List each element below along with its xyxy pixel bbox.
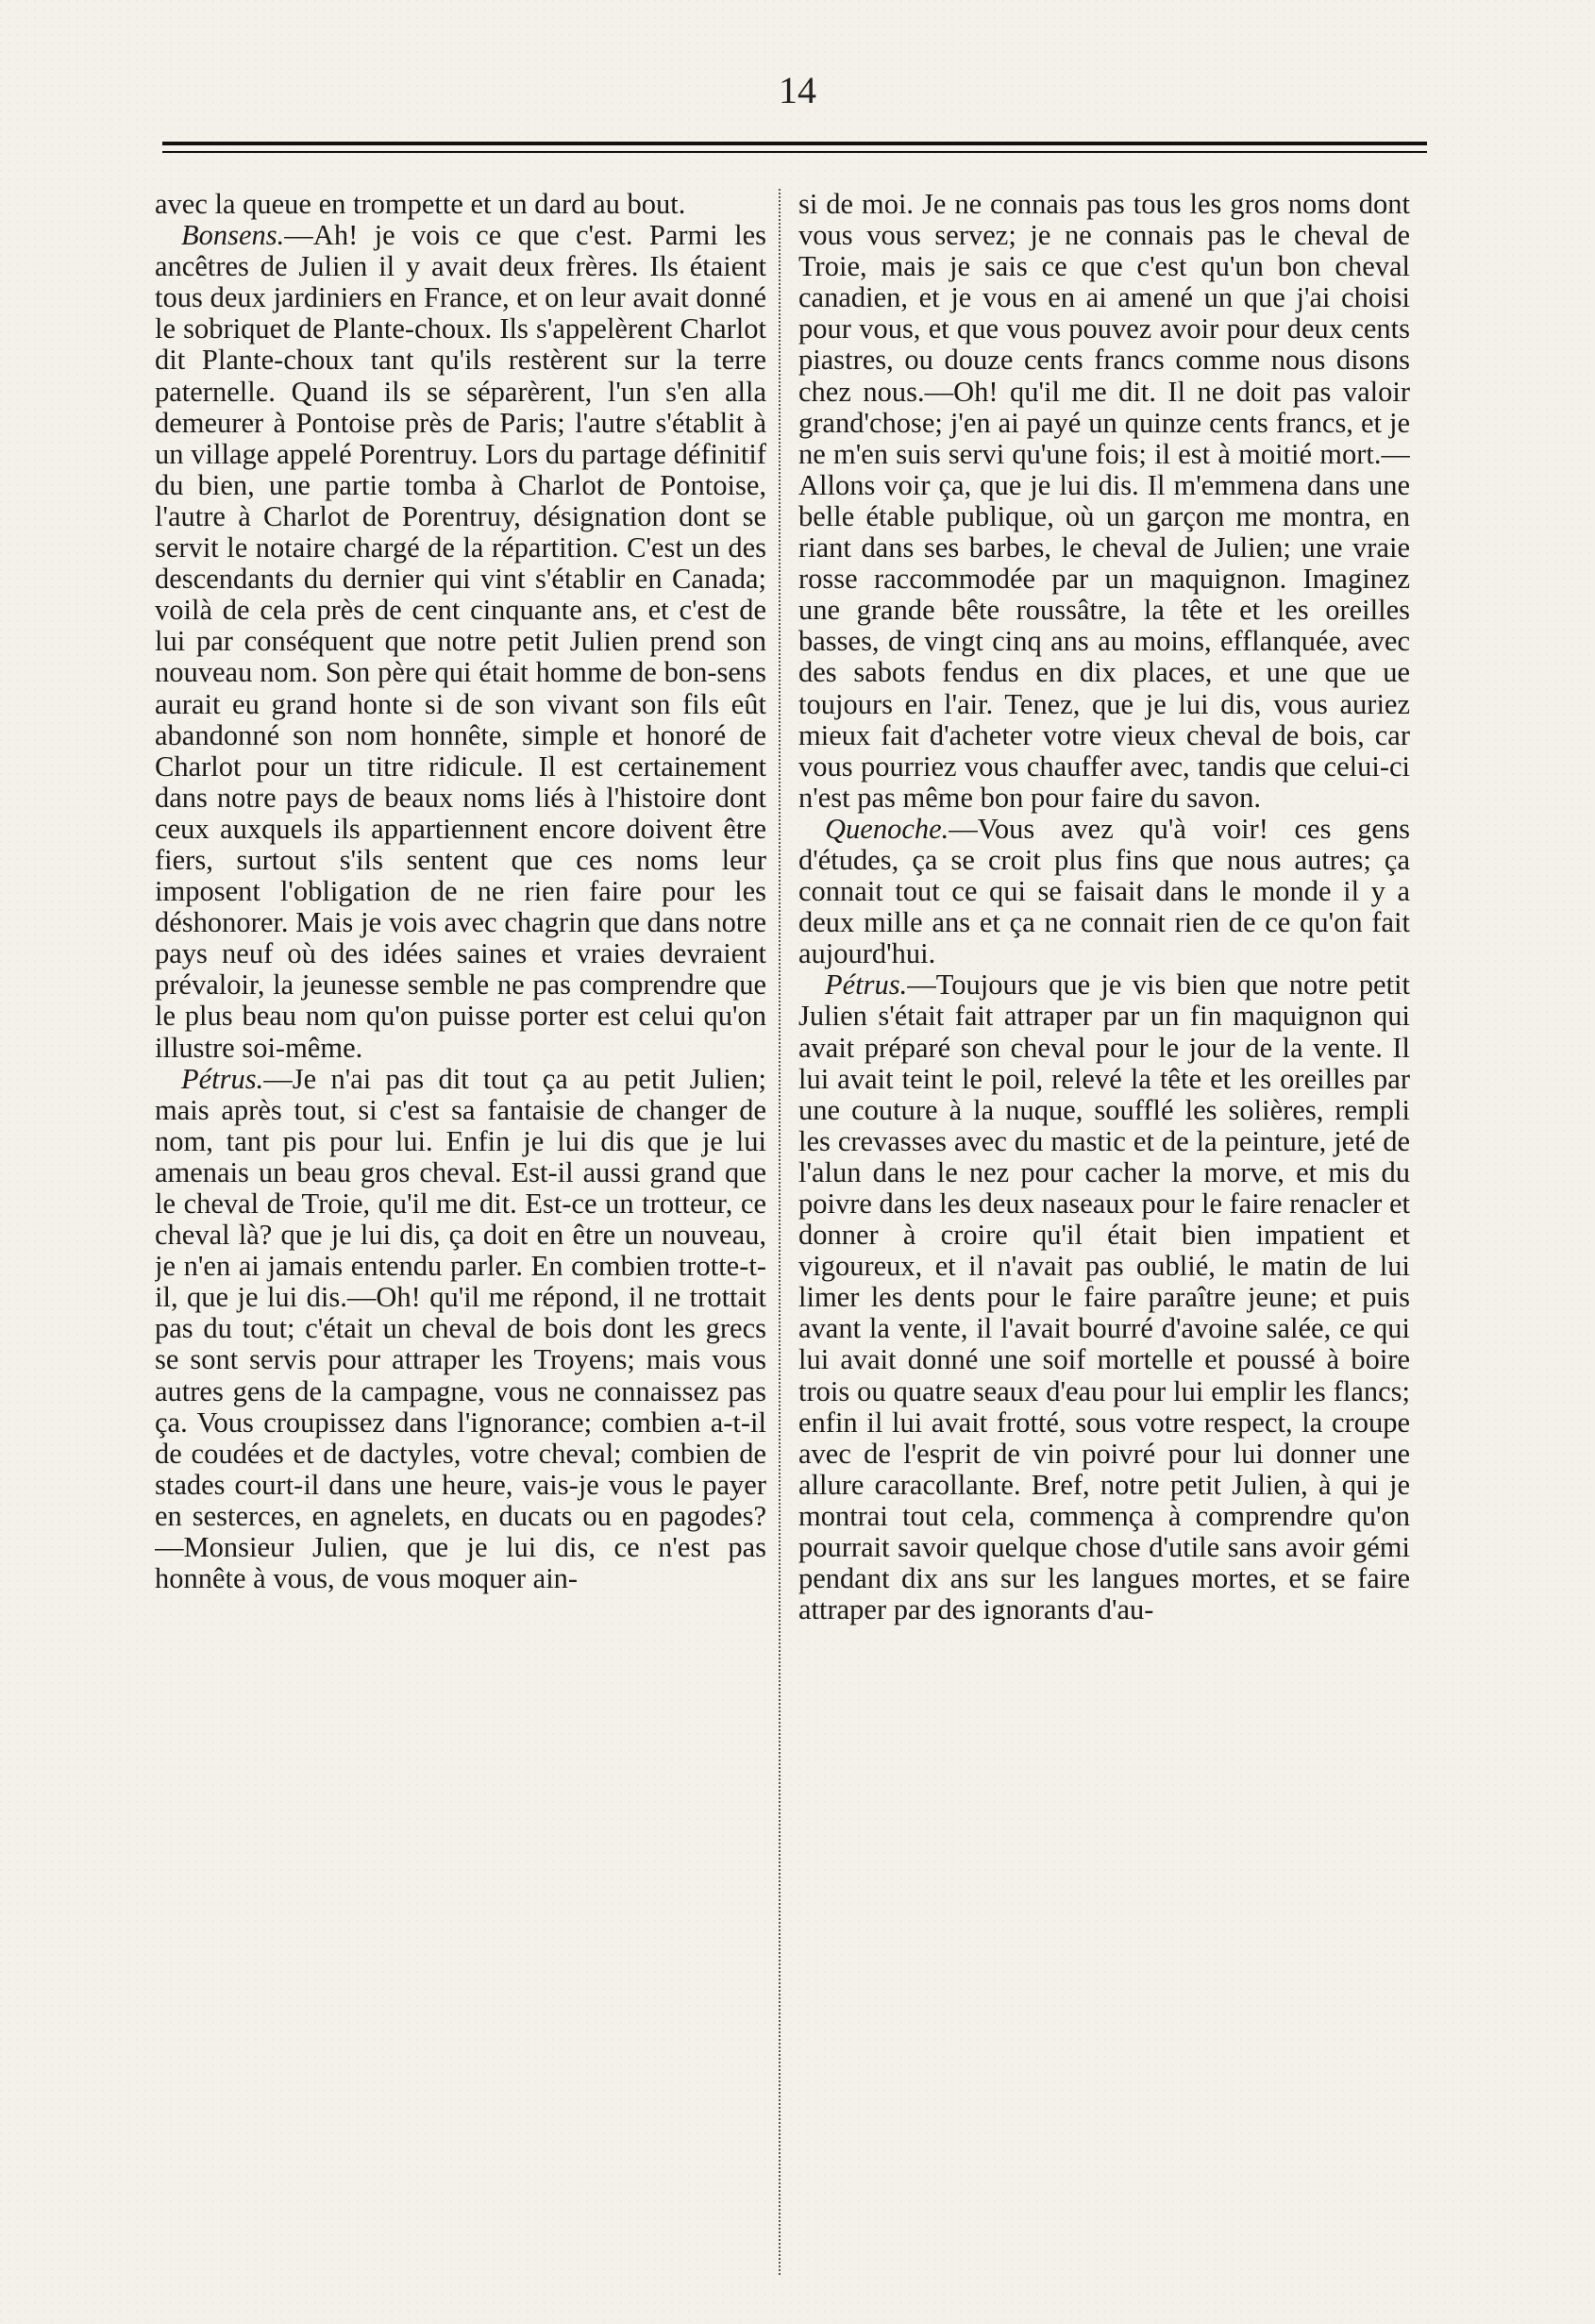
speaker-name: Pétrus. [825,968,908,1002]
speaker-name: Quenoche. [825,812,949,845]
paragraph-text: —Ah! je vois ce que c'est. Parmi les ancêtres de Julien il y avait deux frères. Ils étaient tous deux jardiniers en France, et on leur avait donné le sobriquet de Plante-choux. Ils s'appelèrent Charlot dit Plante-choux tant qu'ils restèrent sur la terre paternelle. Quand ils se séparèrent, l'un s'en alla demeurer à Pontoise près de Paris; l'autre s'établit à un village appelé Porentruy. Lors du partage définitif du bien, une partie tomba à Charlot de Pontoise, l'autre à Charlot de Porentruy, désignation dont se servit le notaire chargé de la répartition. C'est un des descendants du dernier qui vint s'établir en Canada; voilà de cela près de cent cinquante ans, et c'est de lui par conséquent que notre petit Julien prend son nouveau nom. Son père qui était homme de bon-sens aurait eu grand honte si de son vivant son fils eût abandonné son nom honnête, simple et honoré de Charlot pour un titre ridicule. Il est certainement dans notre pays de beaux noms liés à l'histoire dont ceux auxquels ils appartiennent encore doivent être fiers, surtout s'ils sentent que ces noms leur imposent l'obligation de ne rien faire pour les déshonorer. Mais je vois avec chagrin que dans notre pays neuf où des idées saines et vraies devraient prévaloir, la jeunesse semble ne pas comprendre que le plus beau nom qu'on puisse porter est celui qu'on illustre soi-même. [155,219,766,1064]
page-number: 14 [779,69,816,111]
header-rule [162,142,1427,145]
paragraph-text: —Je n'ai pas dit tout ça au petit Julien; mais après tout, si c'est sa fantaisie de changer de nom, tant pis pour lui. Enfin je lui dis que je lui amenais un beau gros cheval. Est-il aussi grand que le cheval de Troie, qu'il me dit. Est-ce un trotteur, ce cheval là? que je lui dis, ça doit en être un nouveau, je n'en ai jamais entendu parler. En combien trotte-t-il, que je lui dis.—Oh! qu'il me répond, il ne trottait pas du tout; c'était un cheval de bois dont les grecs se sont servis pour attraper les Troyens; mais vous autres gens de la campagne, vous ne connaissez pas ça. Vous croupissez dans l'ignorance; combien a-t-il de coudées et de dactyles, votre cheval; combien de stades court-il dans une heure, vais-je vous le payer en sesterces, en agnelets, en ducats ou en pagodes?—Monsieur Julien, que je lui dis, ce n'est pas honnête à vous, de vous moquer ain- [155,1062,766,1595]
paragraph: avec la queue en trompette et un dard au bout. [155,189,686,220]
paragraph [798,814,1410,969]
speaker-name: Bonsens. [181,219,285,252]
paragraph-text: —Vous avez qu'à voir! ces gens d'études, ça se croit plus fins que nous autres; ça connait tout ce qui se faisait dans le monde il y a deux mille ans et ça ne connait rien de ce qu'on fait aujourd'hui. [798,812,1410,970]
header-rule-thin [162,151,1427,153]
speaker-name: Pétrus. [181,1062,264,1095]
paragraph [155,220,766,1064]
paragraph [155,1064,766,1595]
paragraph-text: —Toujours que je vis bien que notre petit Julien s'était fait attraper par un fin maquignon qui avait préparé son cheval pour le jour de la vente. Il lui avait teint le poil, relevé la tête et les oreilles par une couture à la nuque, soufflé les solières, rempli les crevasses avec du mastic et de la peinture, jeté de l'alun dans le nez pour cacher la morve, et mis du poivre dans les deux naseaux pour le faire renacler et donner à croire qu'il était bien impatient et vigoureux, et il n'avait pas oublié, le matin de lui limer les dents pour le faire paraître jeune; et puis avant la vente, il l'avait bourré d'avoine salée, ce qui lui avait donné une soif mortelle et poussé à boire trois ou quatre seaux d'eau pour lui emplir les flancs; enfin il lui avait frotté, sous votre respect, la croupe avec de l'esprit de vin poivré pour lui donner une allure caracollante. Bref, notre petit Julien, à qui je montrai tout cela, commença à comprendre qu'on pourrait savoir quelque chose d'utile sans avoir gémi pendant dix ans sur les langues mortes, et se faire attraper par des ignorants d'au- [798,968,1410,1626]
right-column [798,189,1410,2284]
left-column [155,189,766,2284]
paragraph: si de moi. Je ne connais pas tous les gros noms dont vous vous servez; je ne connais pas le cheval de Troie, mais je sais ce que c'est qu'un bon cheval canadien, et je vous en ai amené un que j'ai choisi pour vous, et que vous pouvez avoir pour deux cents piastres, ou douze cents francs comme nous disons chez nous.—Oh! qu'il me dit. Il ne doit pas valoir grand'chose; j'en ai payé un quinze cents francs, et je ne m'en suis servi qu'une fois; il est à moitié mort.—Allons voir ça, que je lui dis. Il m'emmena dans une belle étable publique, où un garçon me montra, en riant dans ses barbes, le cheval de Julien; une vraie rosse raccommodée par un maquignon. Imaginez une grande bête roussâtre, la tête et les oreilles basses, de vingt cinq ans au moins, efflanquée, avec des sabots fendus en dix places, et une que ue toujours en l'air. Tenez, que je lui dis, vous auriez mieux fait d'acheter votre vieux cheval de bois, car vous pourriez vous chauffer avec, tandis que celui-ci n'est pas même bon pour faire du savon. [798,189,1410,814]
paragraph [798,969,1410,1625]
column-divider [779,189,781,2275]
